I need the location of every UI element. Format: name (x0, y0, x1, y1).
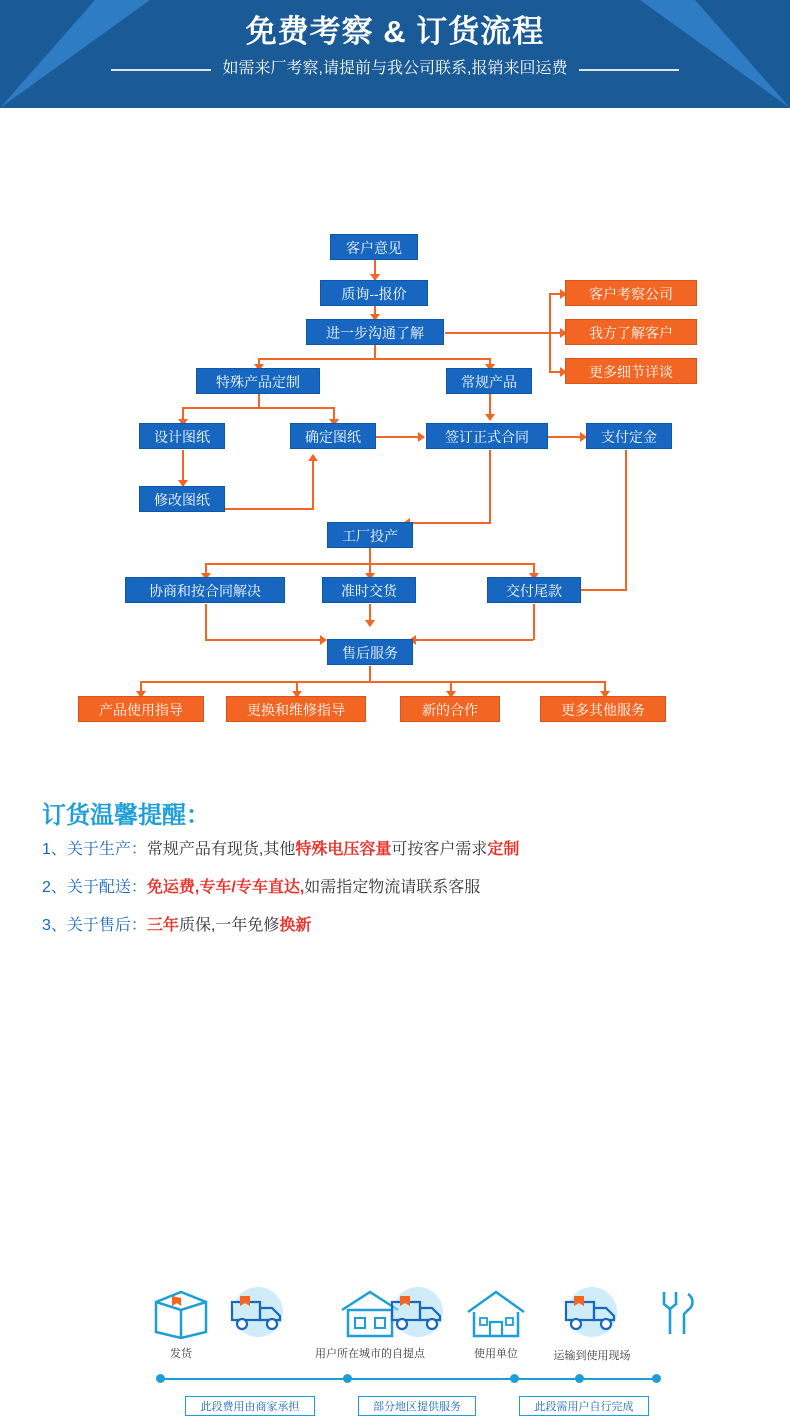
box-icon (150, 1288, 212, 1340)
connector (140, 681, 605, 683)
connector (533, 604, 535, 640)
note-label: 关于生产： (66, 841, 147, 858)
page-header (0, 0, 790, 108)
flow-node-understand-customer[interactable]: 我方了解客户 (565, 319, 697, 345)
connector (445, 332, 550, 334)
connector (222, 508, 314, 510)
house-icon (464, 1288, 528, 1340)
notes-title: 订货温馨提醒： (42, 802, 210, 829)
connector (625, 450, 627, 590)
flow-node-modify-drawing[interactable]: 修改图纸 (139, 486, 225, 512)
note-highlight: 免运费,专车/专车直达, (146, 879, 305, 896)
note-highlight: 三年 (146, 917, 179, 934)
flow-node-usage-guidance[interactable]: 产品使用指导 (78, 696, 204, 722)
subtitle-rule-right (579, 69, 679, 71)
truck-icon (556, 1286, 628, 1342)
delivery-segment-user-self: 此段需用户自行完成 (519, 1396, 649, 1416)
connector (258, 358, 490, 360)
timeline-dot (510, 1374, 519, 1383)
flow-node-further-communication[interactable]: 进一步沟通了解 (306, 319, 444, 345)
note-label: 关于售后： (66, 917, 147, 934)
note-text: 如需指定物流请联系客服 (304, 879, 481, 896)
delivery-step-service (646, 1288, 706, 1345)
delivery-segment-partial-service: 部分地区提供服务 (358, 1396, 476, 1416)
connector (258, 394, 260, 408)
page-subtitle-text: 如需来厂考察,请提前与我公司联系,报销来回运费 (222, 60, 568, 77)
timeline-dot (343, 1374, 352, 1383)
flow-node-confirm-drawing[interactable]: 确定图纸 (290, 423, 376, 449)
delivery-step-ship (148, 1288, 214, 1361)
flow-node-pay-deposit[interactable]: 支付定金 (586, 423, 672, 449)
flow-node-custom-product[interactable]: 特殊产品定制 (196, 368, 320, 394)
flow-node-sign-contract[interactable]: 签订正式合同 (426, 423, 548, 449)
timeline-dot (156, 1374, 165, 1383)
page-title: 免费考察 & 订货流程 (245, 14, 545, 49)
connector (205, 639, 325, 641)
delivery-step-pickup-caption: 用户所在城市的自提点 (315, 1348, 425, 1360)
delivery-timeline (160, 1378, 660, 1380)
flow-node-more-services[interactable]: 更多其他服务 (540, 696, 666, 722)
note-highlight: 定制 (487, 841, 520, 858)
flow-node-final-payment[interactable]: 交付尾款 (487, 577, 581, 603)
connector (369, 548, 371, 564)
order-process-flowchart (0, 108, 790, 718)
subtitle-rule-left (111, 69, 211, 71)
note-row-shipping (42, 876, 790, 900)
page-subtitle (223, 56, 568, 82)
arrow-icon (485, 414, 495, 421)
note-text: 质保,一年免修 (178, 917, 280, 934)
connector (182, 407, 334, 409)
flow-node-replace-repair-guidance[interactable]: 更换和维修指导 (226, 696, 366, 722)
note-number: 3、 (42, 917, 67, 934)
flow-node-standard-product[interactable]: 常规产品 (446, 368, 532, 394)
note-row-production (42, 838, 790, 862)
connector (409, 522, 491, 524)
connector (489, 450, 491, 524)
flow-node-inquiry-quote[interactable]: 质询--报价 (320, 280, 428, 306)
note-text: 常规产品有现货,其他 (146, 841, 296, 858)
connector (415, 639, 533, 641)
flow-node-new-cooperation[interactable]: 新的合作 (400, 696, 500, 722)
arrow-icon (320, 635, 327, 645)
truck-icon (382, 1286, 454, 1342)
timeline-dot (575, 1374, 584, 1383)
flow-node-negotiate-contract[interactable]: 协商和按合同解决 (125, 577, 285, 603)
flow-node-factory-production[interactable]: 工厂投产 (327, 522, 413, 548)
note-row-after-sales (42, 914, 790, 938)
delivery-step-truck-1 (222, 1286, 294, 1347)
note-highlight: 特殊电压容量 (295, 841, 392, 858)
delivery-step-ship-caption: 发货 (170, 1348, 192, 1360)
connector (374, 345, 376, 359)
delivery-step-end-user-caption: 使用单位 (474, 1348, 518, 1360)
delivery-segment-merchant-cost: 此段费用由商家承担 (185, 1396, 315, 1416)
arrow-icon (308, 454, 318, 461)
connector (369, 666, 371, 682)
note-text: 可按客户需求 (391, 841, 488, 858)
order-reminder-section (0, 795, 790, 952)
flow-node-design-drawing[interactable]: 设计图纸 (139, 423, 225, 449)
delivery-step-truck-3 (538, 1286, 646, 1363)
flow-node-customer-visit[interactable]: 客户考察公司 (565, 280, 697, 306)
note-label: 关于配送： (66, 879, 147, 896)
note-number: 2、 (42, 879, 67, 896)
delivery-step-truck-2 (382, 1286, 454, 1347)
wrench-icon (648, 1288, 704, 1340)
flow-node-more-details[interactable]: 更多细节详谈 (565, 358, 697, 384)
note-highlight: 换新 (279, 917, 312, 934)
connector (312, 460, 314, 508)
arrow-icon (418, 432, 425, 442)
truck-icon (222, 1286, 294, 1342)
timeline-dot (652, 1374, 661, 1383)
flow-node-on-time-delivery[interactable]: 准时交货 (322, 577, 416, 603)
delivery-step-site-caption: 运输到使用现场 (553, 1350, 631, 1362)
connector (205, 604, 207, 640)
flow-node-customer-opinion[interactable]: 客户意见 (330, 234, 418, 260)
note-number: 1、 (42, 841, 67, 858)
connector (375, 436, 423, 438)
delivery-step-end-user (462, 1288, 530, 1361)
arrow-icon (365, 620, 375, 627)
flow-node-after-sales[interactable]: 售后服务 (327, 639, 413, 665)
